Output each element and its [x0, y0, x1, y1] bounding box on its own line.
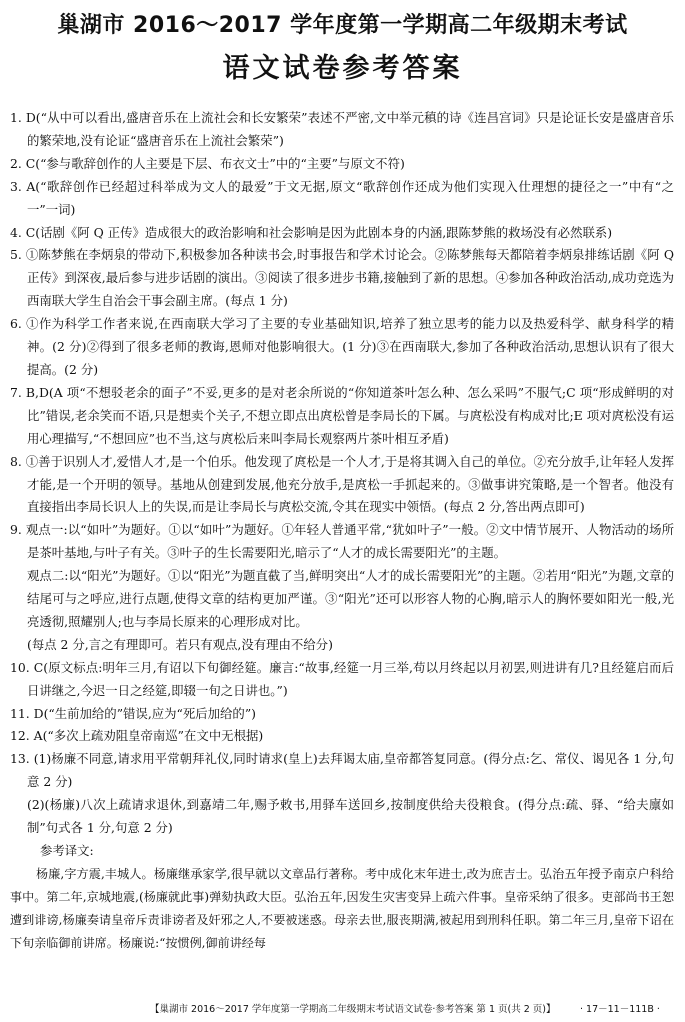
answer-1: 1. D(“从中可以看出,盛唐音乐在上流社会和长安繁荣”表述不严密,文中举元稹的诗《连昌宫词》只是论证长安是盛唐音乐的繁荣地,没有论证“盛唐音乐在上流社会繁荣”): [10, 110, 674, 148]
answer-content: [10, 107, 674, 955]
exam-title: 巢湖市 2016～2017 学年度第一学期高二年级期末考试: [57, 13, 628, 38]
answer-6: 6. ①作为科学工作者来说,在西南联大学习了主要的专业基础知识,培养了独立思考的能力以及热爱科学、献身科学的精神。(2 分)②得到了很多老师的教诲,恩师对他影响很大。(1 分)③在西南联大,参加了各种政治活动,思想认识有了很大提高。(2 分): [10, 316, 674, 377]
answer-4: 4. C(话剧《阿 Q 正传》造成很大的政治影响和社会影响是因为此剧本身的内涵,跟陈梦熊的救场没有必然联系): [10, 224, 613, 240]
footer-code: · 17－11－111B ·: [580, 1004, 660, 1015]
answer-9: 9. 观点一:以“如叶”为题好。①以“如叶”为题好。①年轻人普通平常,“犹如叶子”一般。②文中情节展开、人物活动的场所是茶叶基地,与叶子有关。③叶子的生长需要阳光,暗示了“人才的成长需要阳光”的主题。: [10, 522, 674, 561]
answer-12: 12. A(“多次上疏劝阻皇帝南巡”在文中无根据): [10, 728, 264, 744]
answer-7: 7. B,D(A 项“不想驳老余的面子”不妥,更多的是对老余所说的“你知道茶叶怎么种、怎么采吗”不服气;C 项“形成鲜明的对比”错误,老余笑而不语,只是想卖个关子,不想立即点出庹松曾是李局长的下属。与庹松没有构成对比;E 项对庹松没有运用心理描写,“不想回应”也不当,这与庹松后来叫李局长观察两片茶叶相互矛盾): [10, 384, 674, 446]
answer-8: 8. ①善于识别人才,爱惜人才,是一个伯乐。他发现了庹松是一个人才,于是将其调入自己的单位。②充分放手,让年轻人发挥才能,是一个开明的领导。基地从创建到发展,他充分放手,是庹松一手抓起来的。③做事讲究策略,是一个智者。他没有直接指出李局长识人上的失误,而是让李局长与庹松交流,令其在现实中领悟。(每点 2 分,答出两点即可): [10, 453, 674, 515]
answer-2: 2. C(“参与歌辞创作的人主要是下层、布衣文士”中的“主要”与原文不符): [10, 155, 405, 171]
footer-page-info: 【巢湖市 2016～2017 学年度第一学期高二年级期末考试语文试卷·参考答案 第 1 页(共 2 页)】: [150, 1004, 556, 1015]
answer-3: 3. A(“歌辞创作已经超过科举成为文人的最爱”于文无据,原文“歌辞创作还成为他们实现入仕理想的捷径之一”中有“之一”一词): [10, 178, 674, 217]
answer-key-title: 语文试卷参考答案: [222, 53, 463, 84]
translation-paragraph: 杨廉,字方震,丰城人。杨廉继承家学,很早就以文章品行著称。考中成化末年进士,改为庶吉士。弘治五年授予南京户科给事中。第二年,京城地震,(杨廉就此事)弹劾执政大臣。弘治五年,因发生灾害变异上疏六件事。皇帝采纳了很多。吏部尚书王恕遭到诽谤,杨廉奏请皇帝斥责诽谤者及奸邪之人,不要被迷惑。母亲去世,服丧期满,被起用到刑科任职。第二年三月,皇帝下诏在下旬亲临御前讲席。杨廉说:“按惯例,御前讲经每: [10, 866, 674, 950]
answer-13-part-2: (2)(杨廉)八次上疏请求退休,到嘉靖二年,赐予敕书,用驿车送回乡,按制度供给夫役粮食。(得分点:疏、驿、“给夫廪如制”句式各 1 分,句意 2 分): [27, 797, 674, 836]
translation-heading: 参考译文:: [40, 843, 94, 858]
answer-13: 13. (1)杨廉不同意,请求用平常朝拜礼仪,同时请求(皇上)去拜谒太庙,皇帝都答复同意。(得分点:乞、常仪、谒见各 1 分,句意 2 分): [10, 751, 674, 790]
answer-9-scoring: (每点 2 分,言之有理即可。若只有观点,没有理由不给分): [27, 636, 333, 652]
answer-5: 5. ①陈梦熊在李炳泉的带动下,积极参加各种读书会,时事报告和学术讨论会。②陈梦熊每天都陪着李炳泉排练话剧《阿 Q 正传》到深夜,最后参与进步话剧的演出。③阅读了很多进步书籍,接触到了新的思想。④参加各种政治活动,成功竞选为西南联大学生自治会干事会副主席。(每点 1 分): [10, 247, 674, 309]
answer-10: 10. C(原文标点:明年三月,有诏以下旬御经筵。廉言:“故事,经筵一月三举,苟以月终起以月初罢,则进讲有几?且经筵启而后日讲继之,今迟一日之经筵,即辍一旬之日讲也。”): [10, 659, 674, 698]
answer-11: 11. D(“生前加给的”错误,应为“死后加给的”): [10, 705, 256, 721]
page-footer: [0, 998, 685, 1018]
answer-9-viewpoint-2: 观点二:以“阳光”为题好。①以“阳光”为题直截了当,鲜明突出“人才的成长需要阳光”的主题。②若用“阳光”为题,文章的结尾可与之呼应,进行点题,使得文章的结构更加严谨。③“阳光”还可以形容人物的心胸,暗示人的胸怀要如阳光一般,光亮透彻,照耀别人;也与李局长原来的心理形成对比。: [27, 568, 674, 629]
